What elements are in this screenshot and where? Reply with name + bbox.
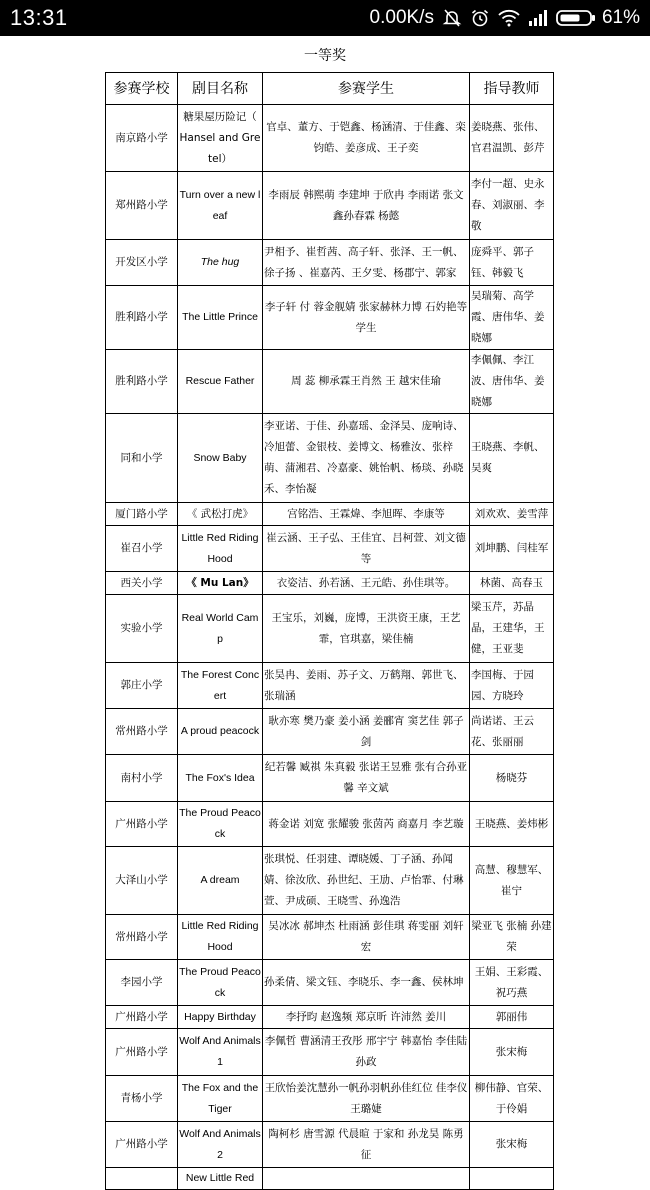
signal-icon bbox=[528, 9, 548, 27]
cell-play: Turn over a new leaf bbox=[178, 172, 263, 240]
cell-students bbox=[263, 1168, 470, 1190]
cell-teachers: 李佩佩、李江波、唐伟华、姜晓娜 bbox=[470, 350, 554, 414]
table-row bbox=[106, 572, 554, 595]
page-title: 一等奖 bbox=[304, 48, 346, 64]
cell-teachers: 梁亚飞 张楠 孙建荣 bbox=[470, 915, 554, 960]
table-row bbox=[106, 414, 554, 503]
cell-play: Happy Birthday bbox=[178, 1006, 263, 1029]
awards-table bbox=[105, 72, 554, 1190]
cell-teachers: 王晓燕、姜炜彬 bbox=[470, 802, 554, 847]
cell-students: 张昊冉、姜雨、苏子文、万鹤翔、郭世飞、张瑞涵 bbox=[263, 663, 470, 709]
cell-students: 耿亦寒 樊乃豪 姜小涵 姜郦宵 窦艺佳 郭子剑 bbox=[263, 709, 470, 755]
cell-school: 广州路小学 bbox=[106, 1122, 178, 1168]
table-row bbox=[106, 595, 554, 663]
table-row bbox=[106, 802, 554, 847]
status-bar bbox=[0, 0, 650, 36]
cell-school: 郭庄小学 bbox=[106, 663, 178, 709]
cell-play: Snow Baby bbox=[178, 414, 263, 503]
status-time: 13:31 bbox=[10, 5, 68, 30]
cell-play: New Little Red bbox=[178, 1168, 263, 1190]
cell-play: The Little Prince bbox=[178, 286, 263, 350]
cell-students: 李佩哲 曹涵清王孜彤 邢宇宁 韩嘉怡 李佳陆孙政 bbox=[263, 1029, 470, 1076]
alarm-clock-icon bbox=[470, 8, 490, 28]
cell-play: The Proud Peacock bbox=[178, 960, 263, 1006]
cell-students: 李雨辰 韩熙萌 李建坤 于欣冉 李雨诺 张文鑫孙春霖 杨懿 bbox=[263, 172, 470, 240]
table-row bbox=[106, 105, 554, 172]
cell-teachers: 张宋梅 bbox=[470, 1029, 554, 1076]
table-row bbox=[106, 755, 554, 802]
cell-teachers: 郭丽伟 bbox=[470, 1006, 554, 1029]
cell-school: 广州路小学 bbox=[106, 802, 178, 847]
cell-play: A dream bbox=[178, 847, 263, 915]
table-row bbox=[106, 960, 554, 1006]
cell-play: Rescue Father bbox=[178, 350, 263, 414]
cell-teachers: 李国梅、于园园、方晓玲 bbox=[470, 663, 554, 709]
cell-play: 糖果屋历险记（ Hansel and Gretel） bbox=[178, 105, 263, 172]
table-row bbox=[106, 709, 554, 755]
cell-teachers: 尚诺诺、王云花、张丽丽 bbox=[470, 709, 554, 755]
cell-teachers bbox=[470, 1168, 554, 1190]
cell-students: 李子轩 付 蓉金舰婧 张家赫林力博 石妁艳等学生 bbox=[263, 286, 470, 350]
table-row bbox=[106, 663, 554, 709]
battery-percent: 61% bbox=[601, 7, 640, 28]
mute-bell-icon bbox=[442, 8, 462, 28]
cell-play: A proud peacock bbox=[178, 709, 263, 755]
cell-play: Real World Camp bbox=[178, 595, 263, 663]
cell-teachers: 梁玉芹，苏晶晶，王建华，王健，王亚斐 bbox=[470, 595, 554, 663]
cell-school: 厦门路小学 bbox=[106, 503, 178, 526]
cell-play: The hug bbox=[178, 240, 263, 286]
cell-school bbox=[106, 1168, 178, 1190]
cell-school: 大泽山小学 bbox=[106, 847, 178, 915]
table-row bbox=[106, 503, 554, 526]
cell-school: 同和小学 bbox=[106, 414, 178, 503]
cell-school: 广州路小学 bbox=[106, 1006, 178, 1029]
cell-play: The Proud Peacock bbox=[178, 802, 263, 847]
cell-play: Wolf And Animals 1 bbox=[178, 1029, 263, 1076]
cell-school: 崔召小学 bbox=[106, 526, 178, 572]
table-row bbox=[106, 1122, 554, 1168]
cell-school: 广州路小学 bbox=[106, 1029, 178, 1076]
cell-teachers: 柳伟静、官荣、于伶娟 bbox=[470, 1076, 554, 1122]
header-play: 剧目名称 bbox=[178, 73, 263, 105]
cell-school: 青杨小学 bbox=[106, 1076, 178, 1122]
cell-teachers: 王娟、王彩霞、祝巧燕 bbox=[470, 960, 554, 1006]
cell-students: 宫铭浩、王霖煒、李旭晖、李康等 bbox=[263, 503, 470, 526]
cell-teachers: 林菌、高春玉 bbox=[470, 572, 554, 595]
table-row bbox=[106, 1006, 554, 1029]
cell-students: 张琪悦、任羽建、谭晓媛、丁子涵、孙闻婧、徐汝欣、孙世纪、王劢、卢怡霏、付琳萱、尹成硕、王晓雪、孙逸浩 bbox=[263, 847, 470, 915]
battery-icon bbox=[556, 9, 596, 27]
cell-students: 尹相予、崔哲茜、高子轩、张泽、王一帆、徐子扬 、崔嘉芮、王夕雯、杨郡宁、郭家 bbox=[263, 240, 470, 286]
header-teachers: 指导教师 bbox=[470, 73, 554, 105]
cell-teachers: 刘欢欢、姜雪萍 bbox=[470, 503, 554, 526]
table-row bbox=[106, 350, 554, 414]
cell-play: The Fox and the Tiger bbox=[178, 1076, 263, 1122]
cell-play: The Forest Concert bbox=[178, 663, 263, 709]
cell-students: 王宝乐，刘巍，庞博，王洪资王康，王艺霏，官琪嘉，梁佳楠 bbox=[263, 595, 470, 663]
cell-students: 吴冰冰 郝坤杰 杜雨涵 彭佳琪 蒋雯丽 刘轩宏 bbox=[263, 915, 470, 960]
cell-teachers: 李付一超、史永春、刘淑丽、李敬 bbox=[470, 172, 554, 240]
status-icons bbox=[370, 7, 640, 29]
table-header-row bbox=[106, 73, 554, 105]
cell-play: The Fox's Idea bbox=[178, 755, 263, 802]
cell-play: Wolf And Animals 2 bbox=[178, 1122, 263, 1168]
cell-play: 《 Mu Lan》 bbox=[178, 572, 263, 595]
cell-teachers: 张宋梅 bbox=[470, 1122, 554, 1168]
cell-school: 南京路小学 bbox=[106, 105, 178, 172]
table-row bbox=[106, 172, 554, 240]
header-students: 参赛学生 bbox=[263, 73, 470, 105]
cell-students: 官卓、董方、于铠鑫、杨涵清、于佳鑫、栾钧皓、姜彦成、王子奕 bbox=[263, 105, 470, 172]
cell-students: 王欣怡姜沈慧孙一帆孙羽帆孙佳红位 佳李仪王璐婕 bbox=[263, 1076, 470, 1122]
cell-teachers: 高慧、穆慧军、崔宁 bbox=[470, 847, 554, 915]
cell-teachers: 庞舜平、郭子钰、韩毅飞 bbox=[470, 240, 554, 286]
table-row bbox=[106, 286, 554, 350]
cell-students: 李亚诺、于佳、孙嘉瑶、金泽昊、庞响诗、冷旭蕾、金银枝、姜博文、杨雅汝、张梓萌、蒲湘君、冷嘉豪、姚怡帆、杨琰、孙晓禾、李怡凝 bbox=[263, 414, 470, 503]
cell-students: 周 蕊 柳承霖王肖然 王 越宋佳瑜 bbox=[263, 350, 470, 414]
cell-school: 郑州路小学 bbox=[106, 172, 178, 240]
cell-play: Little Red Riding Hood bbox=[178, 915, 263, 960]
table-row bbox=[106, 847, 554, 915]
cell-school: 实验小学 bbox=[106, 595, 178, 663]
cell-school: 李园小学 bbox=[106, 960, 178, 1006]
cell-play: 《 武松打虎》 bbox=[178, 503, 263, 526]
document-view[interactable] bbox=[0, 36, 650, 1184]
cell-teachers: 王晓燕、李帆、吴爽 bbox=[470, 414, 554, 503]
cell-play: Little Red Riding Hood bbox=[178, 526, 263, 572]
cell-students: 陶柯杉 唐雪源 代晨暄 于家和 孙龙昊 陈勇征 bbox=[263, 1122, 470, 1168]
network-speed: 0.00K/s bbox=[369, 7, 434, 28]
cell-school: 胜利路小学 bbox=[106, 350, 178, 414]
cell-school: 常州路小学 bbox=[106, 709, 178, 755]
cell-students: 孙柔倩、梁文钰、李晓乐、李一鑫、侯林坤 bbox=[263, 960, 470, 1006]
cell-school: 胜利路小学 bbox=[106, 286, 178, 350]
cell-students: 李抒昀 赵逸频 郑京昕 许沛然 姜川 bbox=[263, 1006, 470, 1029]
table-row bbox=[106, 915, 554, 960]
cell-teachers: 刘坤鹏、闫桂军 bbox=[470, 526, 554, 572]
table-row bbox=[106, 526, 554, 572]
header-school: 参赛学校 bbox=[106, 73, 178, 105]
table-row bbox=[106, 240, 554, 286]
table-row bbox=[106, 1076, 554, 1122]
cell-school: 南村小学 bbox=[106, 755, 178, 802]
table-row bbox=[106, 1029, 554, 1076]
cell-students: 衣姿洁、孙若涵、王元皓、孙佳琪等。 bbox=[263, 572, 470, 595]
table-row bbox=[106, 1168, 554, 1190]
cell-teachers: 姜晓燕、张伟、官君温凯、彭芹 bbox=[470, 105, 554, 172]
cell-school: 常州路小学 bbox=[106, 915, 178, 960]
cell-teachers: 吴瑞菊、高学霞、唐伟华、姜晓娜 bbox=[470, 286, 554, 350]
cell-school: 西关小学 bbox=[106, 572, 178, 595]
cell-students: 蒋金诺 刘宽 张耀骏 张茵芮 商嘉月 李艺璇 bbox=[263, 802, 470, 847]
wifi-icon bbox=[498, 9, 520, 27]
cell-students: 崔云涵、王子弘、王佳宜、吕柯萱、刘文德等 bbox=[263, 526, 470, 572]
cell-teachers: 杨晓芬 bbox=[470, 755, 554, 802]
cell-students: 纪若馨 臧祺 朱真毅 张诺王昱雅 张有合孙亚馨 辛文斌 bbox=[263, 755, 470, 802]
cell-school: 开发区小学 bbox=[106, 240, 178, 286]
